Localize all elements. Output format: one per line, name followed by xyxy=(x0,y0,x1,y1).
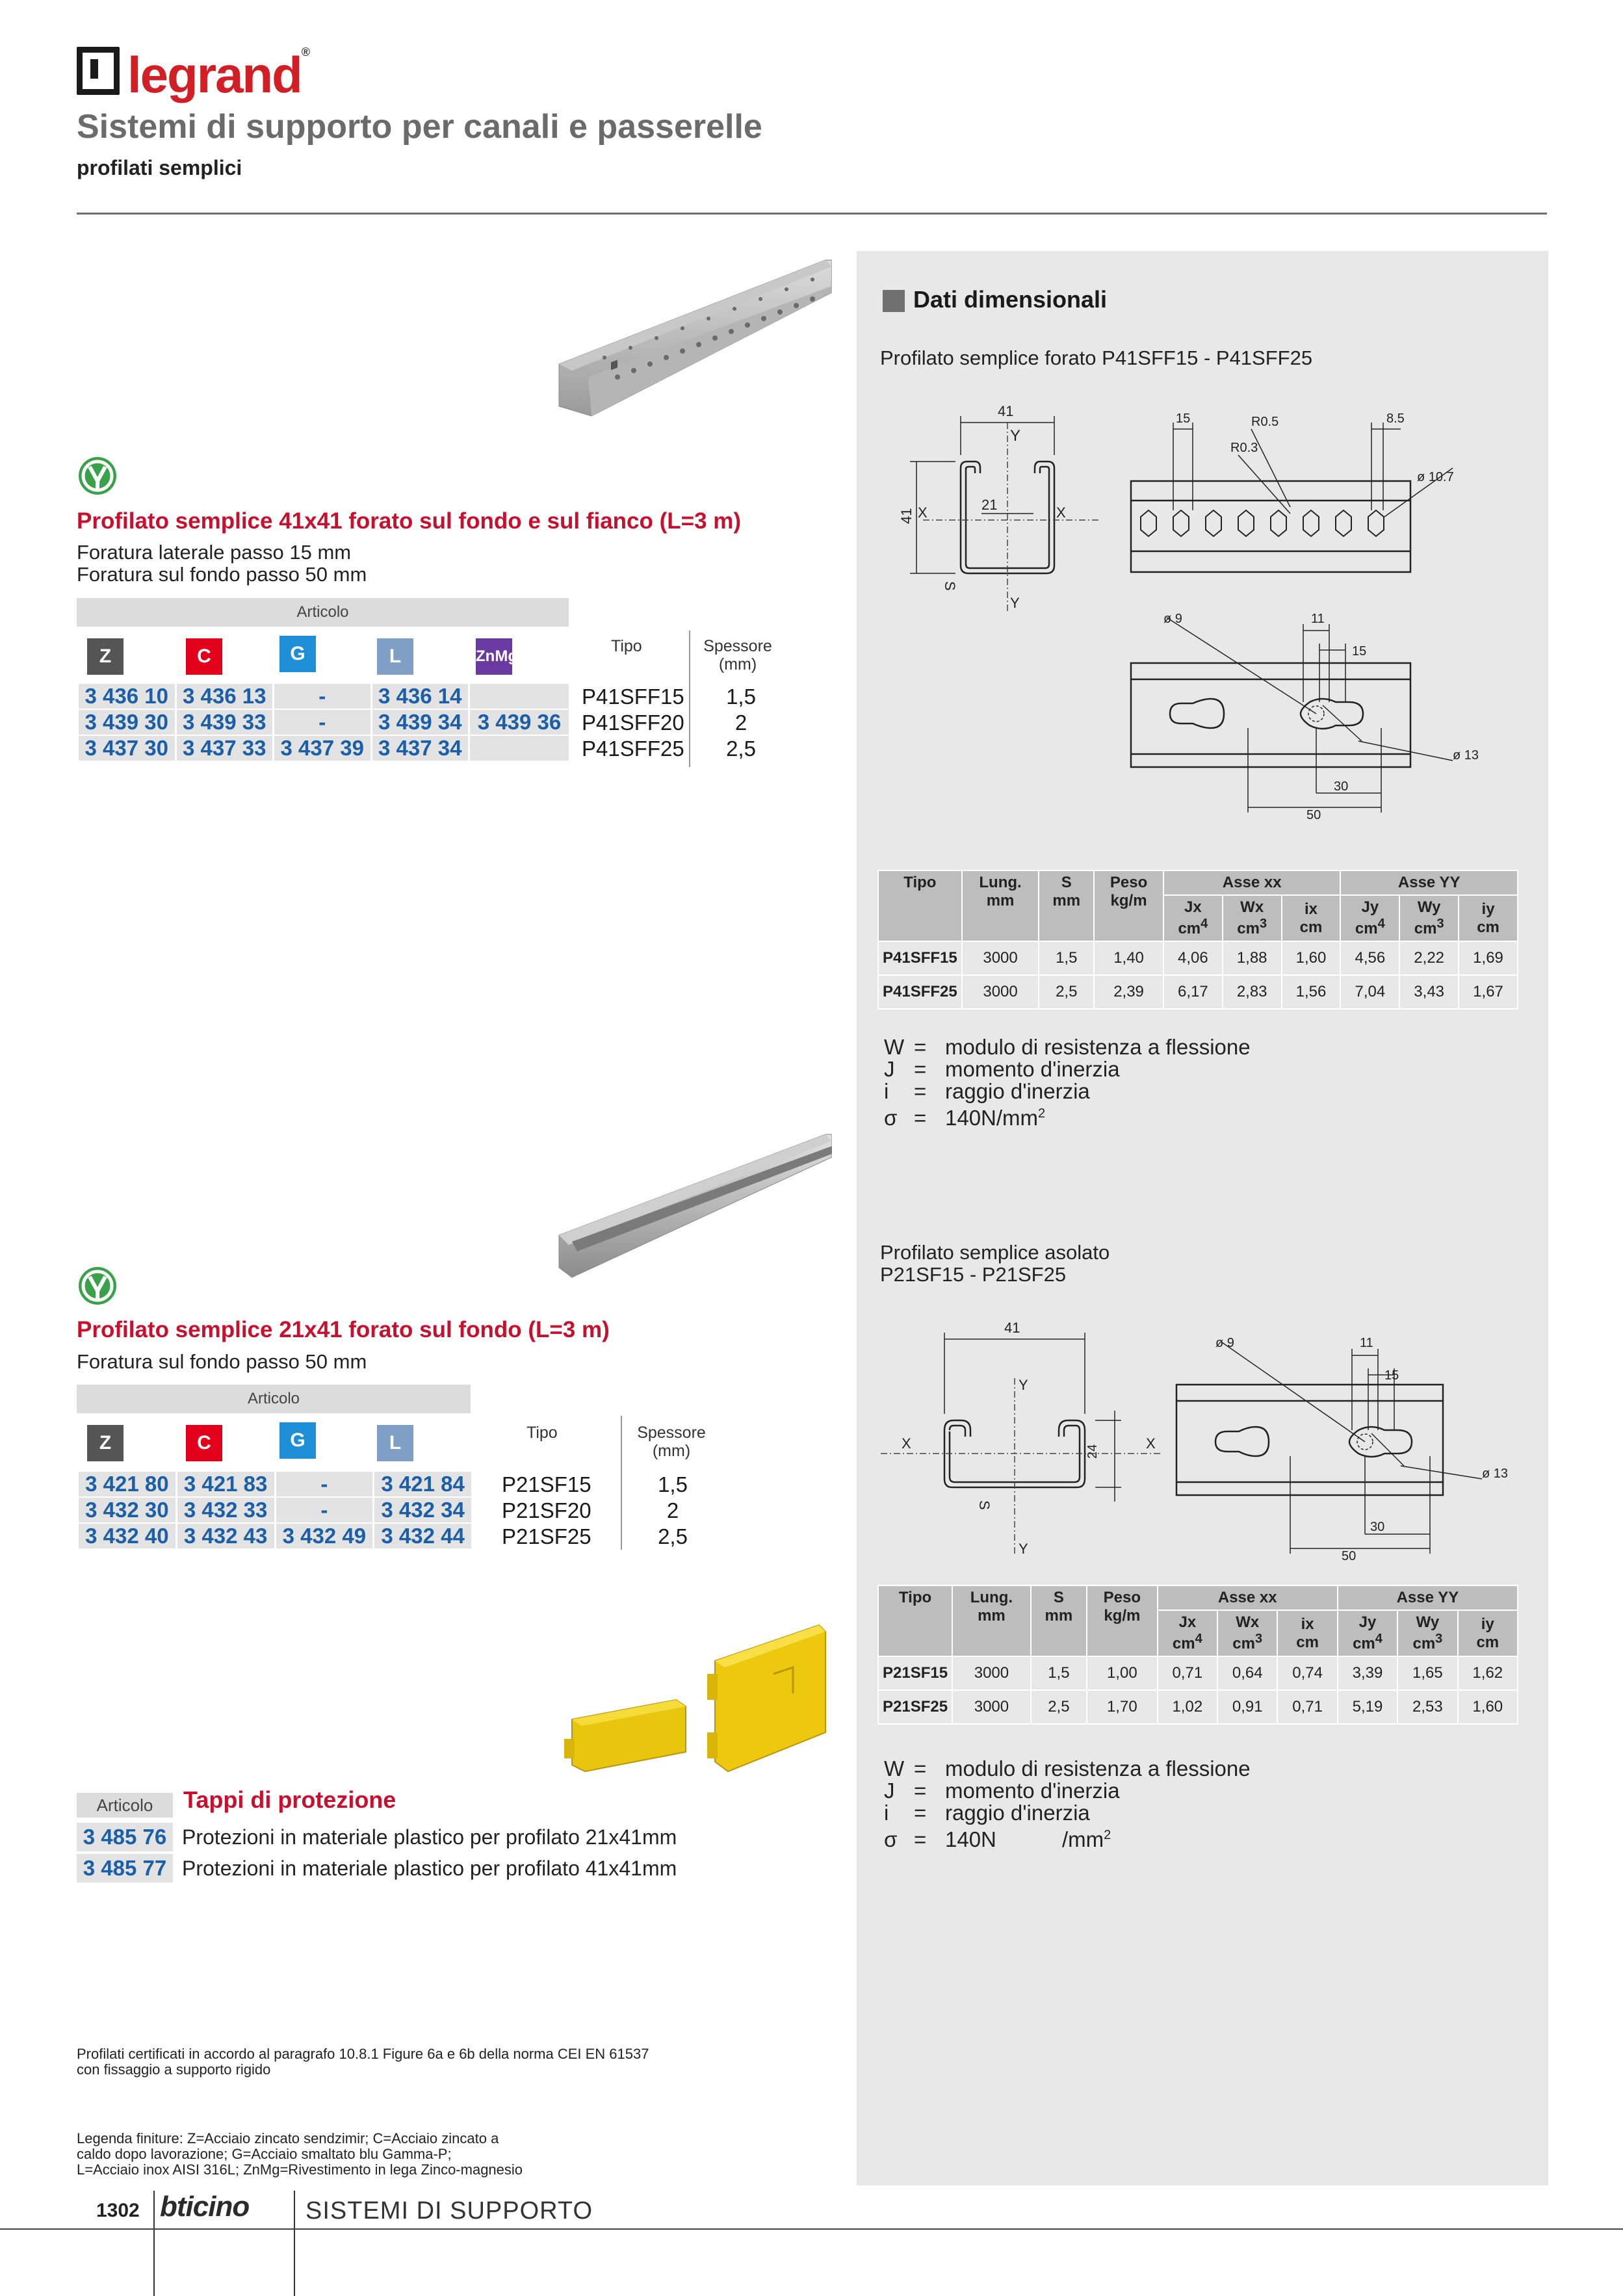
section-drawing-41x41 xyxy=(884,397,1098,618)
th-asse-xx: Asse xx xyxy=(1163,870,1340,895)
finish-l-badge: L xyxy=(377,1425,413,1461)
finish-znmg-badge: ZnMg xyxy=(476,638,512,675)
dim-11-b: 11 xyxy=(1360,1336,1373,1350)
finish-legend-note: Legenda finiture: Z=Acciaio zincato sendzimir; C=Acciaio zincato a caldo dopo lavorazione; G=Acciaio smaltato blu Gamma-P; L=Acciaio inox AISI 316L; ZnMg=Rivestimento in lega Zinco-magnesio xyxy=(77,2130,523,2178)
caps-list xyxy=(77,1823,677,1883)
product1-articolo-header: Articolo xyxy=(77,598,569,627)
dim-15-b: 15 xyxy=(1384,1368,1399,1383)
finish-z-badge: Z xyxy=(87,638,123,675)
dim-24: 24 xyxy=(1085,1444,1100,1459)
table-row: 3 437 30 3 437 33 3 437 39 3 437 34 xyxy=(79,736,569,761)
bottom-slots-drawing-41 xyxy=(1128,598,1498,826)
dim-15b: 15 xyxy=(1352,644,1367,659)
protection-caps-photo xyxy=(559,1622,832,1778)
section-drawing-21x41 xyxy=(874,1313,1173,1560)
dim-41-width-b: 41 xyxy=(1004,1320,1020,1336)
axis-y-bottom-b: Y xyxy=(1019,1541,1028,1557)
th-ix: ix cm xyxy=(1282,895,1341,941)
table-row: P41SFF15 3000 1,5 1,40 4,06 1,88 1,60 4,56 2,22 1,69 xyxy=(878,941,1518,975)
product2-spessore-header: Spessore (mm) xyxy=(637,1424,706,1460)
footer-divider-2 xyxy=(294,2191,295,2296)
dim-41-height: 41 xyxy=(898,508,915,524)
product1-title: Profilato semplice 41x41 forato sul fondo e sul fianco (L=3 m) xyxy=(77,508,742,534)
axis-y-top-b: Y xyxy=(1019,1377,1028,1393)
dim-50: 50 xyxy=(1306,808,1321,822)
finish-c-badge: C xyxy=(186,638,222,675)
product2-table xyxy=(77,1470,473,1550)
caps-articolo-header: Articolo xyxy=(77,1793,173,1818)
list-item: 3 485 76 Protezioni in materiale plastico per profilato 21x41mm xyxy=(77,1823,677,1851)
product1-tipo-column: P41SFF15 P41SFF20 P41SFF25 xyxy=(582,685,684,761)
product1-table xyxy=(77,683,571,762)
header-divider xyxy=(77,213,1547,215)
th-peso: Peso kg/m xyxy=(1094,870,1163,941)
dim-phi-13-b: ø 13 xyxy=(1482,1467,1509,1481)
table-row: P41SFF25 3000 2,5 2,39 6,17 2,83 1,56 7,04 3,43 1,67 xyxy=(878,975,1518,1009)
product2-tipo-header: Tipo xyxy=(526,1424,558,1442)
certification-icon-2 xyxy=(77,1265,118,1307)
axis-y-top: Y xyxy=(1010,427,1021,445)
legrand-mark-icon xyxy=(77,47,120,95)
page-subtitle: profilati semplici xyxy=(77,156,242,179)
dim-phi-10-7: ø 10.7 xyxy=(1417,470,1454,484)
th-tipo: Tipo xyxy=(878,870,962,941)
th-jx: Jx $cm^4$ xyxy=(1163,895,1223,941)
dim-8-5: 8.5 xyxy=(1386,411,1405,426)
table-row: 3 436 10 3 436 13 - 3 436 14 xyxy=(79,684,569,709)
dim-s: S xyxy=(942,581,958,591)
page-number: 1302 xyxy=(96,2200,140,2221)
th-iy: iy cm xyxy=(1459,895,1518,941)
certification-note: Profilati certificati in accordo al paragrafo 10.8.1 Figure 6a e 6b della norma CEI EN 61537 con fissaggio a supporto rigido xyxy=(77,2046,649,2078)
list-item: 3 485 77 Protezioni in materiale plastico per profilato 41x41mm xyxy=(77,1854,677,1883)
symbol-legend-2: W = modulo di resistenza a flessione J = momento d'inerzia i = raggio d'inerzia σ = 140N $/mm^2$ xyxy=(884,1756,1251,1851)
legrand-logo: legrand® xyxy=(77,46,309,105)
footer-divider-1 xyxy=(153,2191,155,2296)
th-asse-yy: Asse YY xyxy=(1340,870,1518,895)
dim-s-b: S xyxy=(976,1500,993,1510)
panel-title: Dati dimensionali xyxy=(913,286,1108,313)
table-row: 3 432 30 3 432 33 - 3 432 34 xyxy=(79,1498,471,1522)
dim-15: 15 xyxy=(1176,411,1191,426)
footer-section-label: SISTEMI DI SUPPORTO xyxy=(305,2197,593,2224)
th-wy: Wy $cm^3$ xyxy=(1399,895,1459,941)
th-lung: Lung. mm xyxy=(962,870,1039,941)
axis-x-right-b: X xyxy=(1146,1435,1156,1452)
certification-icon xyxy=(77,455,118,497)
table-row: 3 421 80 3 421 83 - 3 421 84 xyxy=(79,1472,471,1496)
table-row: P21SF15 3000 1,5 1,00 0,71 0,64 0,74 3,39 1,65 1,62 xyxy=(878,1656,1518,1690)
profile-21x41-photo xyxy=(552,1128,832,1297)
bticino-logo: bticino xyxy=(160,2191,250,2223)
square-bullet-icon xyxy=(883,290,905,312)
dim-phi-9: ø 9 xyxy=(1163,612,1182,626)
product1-spessore-header: Spessore (mm) xyxy=(703,637,772,673)
product2-description: Foratura sul fondo passo 50 mm xyxy=(77,1350,367,1373)
product2-spessore-column: 1,5 2 2,5 xyxy=(658,1472,688,1548)
product2-tipo-column: P21SF15 P21SF20 P21SF25 xyxy=(502,1472,591,1548)
dim-41-width: 41 xyxy=(998,403,1014,419)
table-row: 3 432 40 3 432 43 3 432 49 3 432 44 xyxy=(79,1524,471,1548)
dim-50-b: 50 xyxy=(1342,1549,1357,1563)
product2-articolo-header: Articolo xyxy=(77,1385,471,1413)
th-s: S mm xyxy=(1039,870,1094,941)
tech-table-21: Tipo Lung. mm S mm Peso kg/m Asse xx Asse YY Jx $cm^4$ Wx $cm^3$ ix cm Jy $cm^4$ Wy $cm^3$ iy cm P21SF15 3000 1,5 1,00 0,71 0,64 0,74 3,39 1,65 1,62 P21SF25 3000 2,5 1,70 1,02 0,91 0,71 5,19 2,53 1,60 xyxy=(877,1585,1518,1725)
dim-r03: R0.3 xyxy=(1230,441,1258,455)
finish-c-badge: C xyxy=(186,1425,222,1461)
dim-phi-13: ø 13 xyxy=(1453,748,1479,763)
table-row: P21SF25 3000 2,5 1,70 1,02 0,91 0,71 5,19 2,53 1,60 xyxy=(878,1690,1518,1724)
product2-title: Profilato semplice 21x41 forato sul fondo (L=3 m) xyxy=(77,1317,610,1342)
dim-21: 21 xyxy=(981,497,998,513)
axis-x-left-b: X xyxy=(902,1435,911,1452)
finish-g-badge: G xyxy=(279,1422,316,1459)
side-perforation-drawing xyxy=(1128,397,1466,579)
table-row: 3 439 30 3 439 33 - 3 439 34 3 439 36 xyxy=(79,710,569,735)
column-divider-2 xyxy=(621,1416,622,1550)
finish-l-badge: L xyxy=(377,638,413,675)
axis-x-right: X xyxy=(1056,504,1066,521)
axis-x-left: X xyxy=(918,504,928,521)
drawing-caption-2: Profilato semplice asolato P21SF15 - P21SF25 xyxy=(880,1241,1110,1286)
drawing-caption-1: Profilato semplice forato P41SFF15 - P41SFF25 xyxy=(880,346,1313,369)
dim-phi-9-b: ø 9 xyxy=(1215,1336,1234,1350)
profile-41x41-photo xyxy=(552,254,832,429)
caps-title: Tappi di protezione xyxy=(183,1786,396,1813)
th-wx: Wx $cm^3$ xyxy=(1223,895,1282,941)
finish-z-badge: Z xyxy=(87,1425,123,1461)
tech-table-41 xyxy=(877,870,1518,1010)
dim-30: 30 xyxy=(1334,779,1349,794)
bottom-slots-drawing-21 xyxy=(1170,1320,1534,1567)
dim-r05: R0.5 xyxy=(1251,415,1279,429)
symbol-legend-1: W = modulo di resistenza a flessione J = momento d'inerzia i = raggio d'inerzia $\sigma = 140N/mm^2$ xyxy=(884,1035,1251,1130)
product1-tipo-header: Tipo xyxy=(611,637,642,655)
footer-rule xyxy=(0,2228,1623,2230)
axis-y-bottom: Y xyxy=(1010,595,1020,611)
dim-30-b: 30 xyxy=(1370,1520,1385,1534)
dim-11: 11 xyxy=(1311,612,1325,626)
th-jy: Jy $cm^4$ xyxy=(1340,895,1399,941)
page-title: Sistemi di supporto per canali e passerelle xyxy=(77,108,762,146)
product1-description: Foratura laterale passo 15 mm Foratura sul fondo passo 50 mm xyxy=(77,541,367,586)
column-divider xyxy=(689,631,690,767)
product1-spessore-column: 1,5 2 2,5 xyxy=(726,685,756,761)
finish-g-badge: G xyxy=(279,636,316,672)
